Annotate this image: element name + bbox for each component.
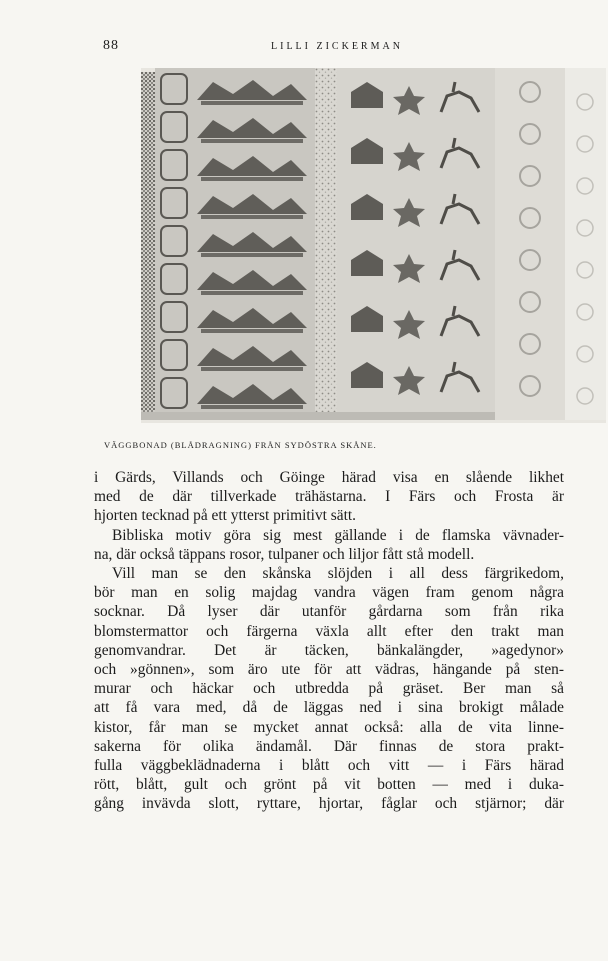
woven-band-motif <box>201 367 303 371</box>
textile-photograph <box>141 68 606 423</box>
running-head: LILLI ZICKERMAN <box>271 41 403 52</box>
text-line: bör man en solig majdag vandra vägen fram genom några <box>94 584 564 602</box>
text-line: Bibliska motiv göra sig mest gällande i de flamska vävnader- <box>112 526 564 544</box>
woven-band-motif <box>201 139 303 143</box>
text-line: blomstermattor och färgerna växla allt efter den trakt man <box>94 622 564 640</box>
textile-pattern-illustration <box>141 68 606 423</box>
text-line: gång invävda slott, ryttare, hjortar, fåglar och stjärnor; där <box>94 795 564 813</box>
text-line: Vill man se den skånska slöjden i all dess färgrikedom, <box>112 565 564 583</box>
woven-band-motif <box>201 329 303 333</box>
text-line: rött, blått, gult och grönt på vit botten — med i duka- <box>94 776 564 794</box>
text-line: murar och häckar och utbredda på gräset. Ber man så <box>94 680 564 698</box>
woven-band-motif <box>201 177 303 181</box>
text-line: att få vara med, då de läggas ned i sina brokigt målade <box>94 699 564 717</box>
text-line: och »gönnen», som äro ute för att vädras, hängande på sten- <box>94 661 564 679</box>
text-line: genomvandrar. Det är täcken, bänkalängder, »agedynor» <box>94 641 564 659</box>
text-line: med de där tillverkade trähästarna. I Färs och Frosta är <box>94 488 564 506</box>
text-line: fulla väggbeklädnaderna i blått och vitt — i Färs härad <box>94 757 564 775</box>
text-line: hjorten tecknad på ett ytterst primitivt sätt. <box>94 507 357 525</box>
page-number: 88 <box>103 38 119 53</box>
text-line: socknar. Då lyser där utanför gårdarna som från rika <box>94 603 564 621</box>
woven-band-motif <box>201 215 303 219</box>
woven-band-motif <box>201 253 303 257</box>
text-line: i Gärds, Villands och Göinge härad visa en slående likhet <box>94 469 564 486</box>
woven-band-motif <box>201 101 303 105</box>
text-line: sakerna för olika ändamål. Där finnas de stora prakt- <box>94 737 564 755</box>
woven-band-motif <box>201 405 303 409</box>
body-text <box>94 468 564 814</box>
woven-band-motif <box>201 291 303 295</box>
text-line: na, där också täppans rosor, tulpaner och liljor fått stå modell. <box>94 545 475 563</box>
text-line: kistor, får man se mycket annat också: alla de vita linne- <box>94 718 564 736</box>
figure-caption: VÄGGBONAD (BLÅDRAGNING) FRÅN SYDÖSTRA SKÅNE. <box>104 440 377 450</box>
